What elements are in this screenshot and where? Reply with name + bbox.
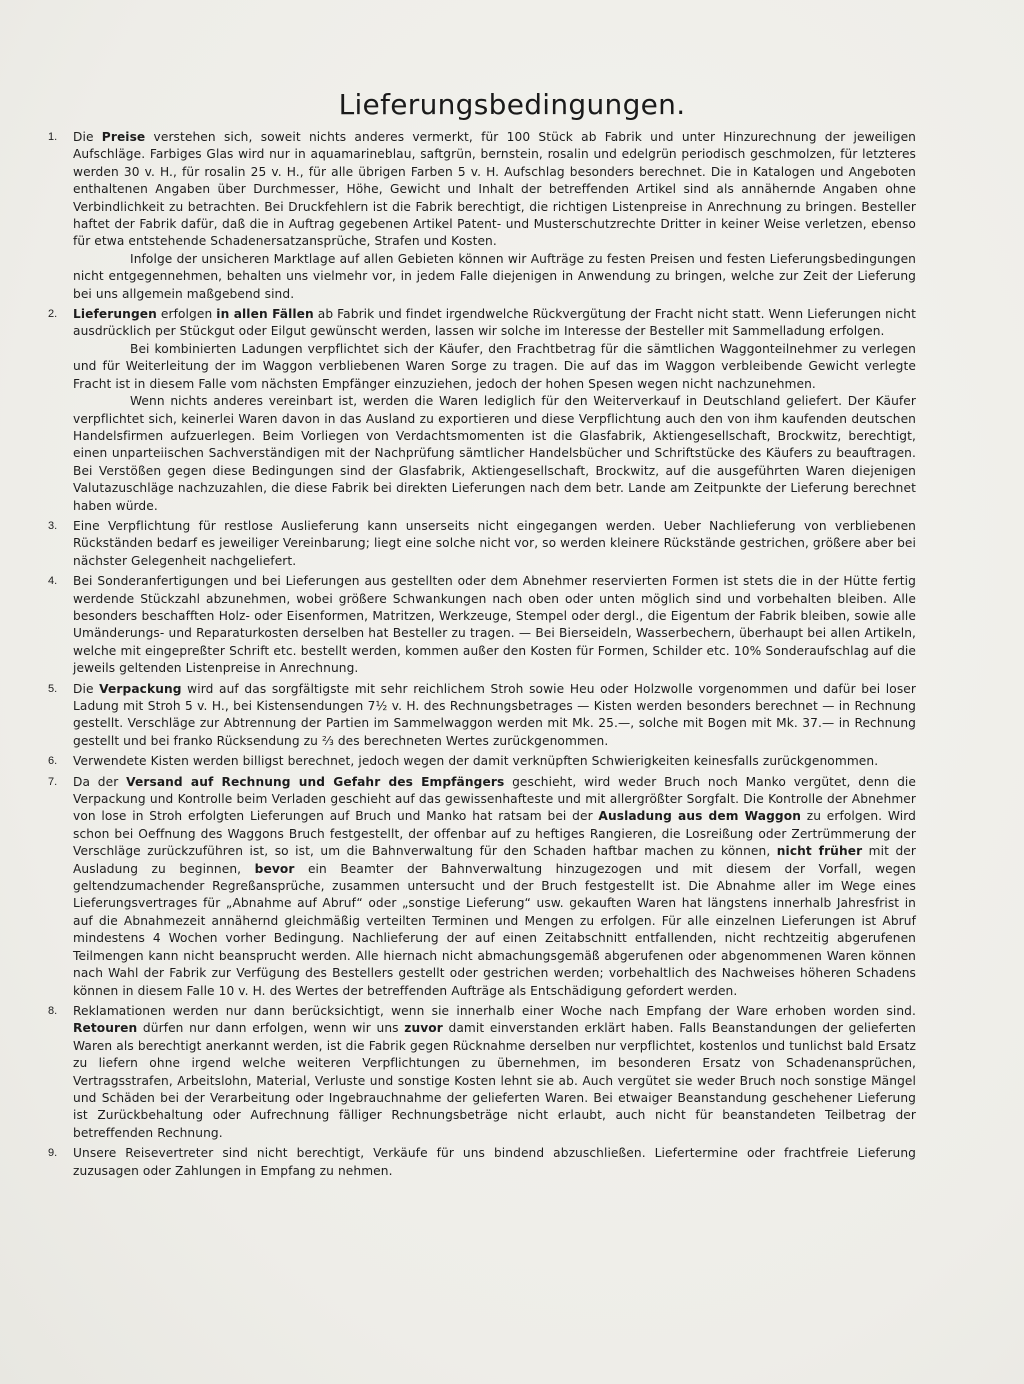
term-2 <box>48 306 916 515</box>
term-number: 5. <box>48 682 58 695</box>
term-3 <box>48 518 916 570</box>
term-3-paragraph-1: Eine Verpflichtung für restlose Auslieferung kann unserseits nicht eingegangen werden. Ueber Nachlieferung von verbliebenen Rückständen bedarf es jeweiliger Vereinbarung; liegt eine solche nicht vor, so werden kleinere Rückstände gestrichen, größere aber bei nächster Gelegenheit nachgeliefert. <box>73 518 916 568</box>
term-number: 7. <box>48 775 58 788</box>
term-4-paragraph-1: Bei Sonderanfertigungen und bei Lieferungen aus gestellten oder dem Abnehmer reservierten Formen ist stets die in der Hütte fertig werdende Stückzahl abzunehmen, wobei größere Schwankungen nach oben oder unten möglich sind und vorbehalten bleiben. Alle besonders beschafften Holz- oder Eisenformen, Matritzen, Werkzeuge, Stempel oder dergl., die Eigentum der Fabrik bleiben, sowie alle Umänderungs- und Reparaturkosten derselben hat Besteller zu tragen. — Bei Bierseideln, Wasserbechern, überhaupt bei allen Artikeln, welche mit eingepreßter Schrift etc. bestellt werden, kommen außer den Kosten für Formen, Schilder etc. 10% Sonderaufschlag auf die jeweils geltenden Listenpreise in Anrechnung. <box>73 574 916 676</box>
keyword-lieferungen: Lieferungen <box>73 307 157 322</box>
keyword-nicht-frueher: nicht früher <box>776 844 863 859</box>
term-9 <box>48 1145 916 1180</box>
keyword-in-allen-faellen: in allen Fällen <box>216 307 314 322</box>
term-6-paragraph-1: Verwendete Kisten werden billigst berechnet, jedoch wegen der damit verknüpften Schwierigkeiten keinesfalls zurückgenommen. <box>73 754 879 769</box>
term-6 <box>48 753 916 770</box>
keyword-zuvor: zuvor <box>404 1021 443 1036</box>
term-5 <box>48 681 916 751</box>
term-7-paragraph-1: Da der Versand auf Rechnung und Gefahr des Empfängers geschieht, wird weder Bruch noch Manko vergütet, denn die Verpackung und Kontrolle beim Verladen geschieht auf das gewissenhafteste und mit allergrößter Sorgfalt. Die Kontrolle der Abnehmer von lose in Stroh erfolgten Lieferungen auf Bruch und Manko hat ratsam bei der Ausladung aus dem Waggon zu erfolgen. Wird schon bei Oeffnung des Waggons Bruch festgestellt, der offenbar auf zu heftiges Rangieren, die Losreißung oder Zertrümmerung der Verschläge zurückzuführen ist, so ist, um die Bahnverwaltung für den Schaden haftbar machen zu können, nicht früher mit der Ausladung zu beginnen, bevor ein Beamter der Bahnverwaltung hinzugezogen und mit diesem der Vorfall, wegen geltendzumachender Regreßansprüche, zusammen untersucht und der Bruch festgestellt ist. Die Abnahme aller im Wege eines Lieferungsvertrages für „Abnahme auf Abruf“ oder „sonstige Lieferung“ usw. gekauften Waren hat längstens innerhalb Jahresfrist in auf die Abnahmezeit annähernd gleichmäßig verteilten Terminen und Mengen zu erfolgen. Für alle einzelnen Lieferungen ist Abruf mindestens 4 Wochen vorher Bedingung. Nachlieferung der auf einen Zeitabschnitt entfallenden, nicht rechtzeitig abgerufenen Teilmengen kann nicht beansprucht werden. Alle hiernach nicht abmachungsgemäß abgerufenen oder abgenommenen Waren können nach Wahl der Fabrik zur Verfügung des Bestellers gestellt oder gestrichen werden; vorbehaltlich des Nachweises höheren Schadens können in diesem Falle 10 v. H. des Wertes der betreffenden Aufträge als Entschädigung gefordert werden. <box>73 774 917 998</box>
terms-list <box>48 129 916 1180</box>
term-2-paragraph-3: Wenn nichts anderes vereinbart ist, werden die Waren lediglich für den Weiterverkauf in Deutschland geliefert. Der Käufer verpflichtet sich, keinerlei Waren davon in das Ausland zu exportieren und diese Verpflichtung auch den von ihm kaufenden deutschen Handelsfirmen aufzuerlegen. Beim Vorliegen von Verdachtsmomenten ist die Glasfabrik, Aktiengesellschaft, Brockwitz, berechtigt, einen unparteiischen Sachverständigen mit der Nachprüfung sämtlicher Handelsbücher und Schriftstücke des Käufers zu beauftragen. Bei Verstößen gegen diese Bedingungen sind der Glasfabrik, Aktiengesellschaft, Brockwitz, auf die ausgeführten Waren diejenigen Valutazuschläge nachzuzahlen, die diese Fabrik bei direkten Lieferungen nach dem betr. Lande am Zeitpunkte der Lieferung berechnet haben würde. <box>73 394 916 513</box>
term-number: 4. <box>48 575 58 588</box>
keyword-ausladung: Ausladung aus dem Waggon <box>598 809 801 824</box>
term-number: 6. <box>48 755 58 768</box>
keyword-versand: Versand auf Rechnung und Gefahr des Empfängers <box>126 774 505 789</box>
term-number: 3. <box>48 519 58 532</box>
term-number: 9. <box>48 1147 58 1160</box>
term-number: 1. <box>48 131 58 143</box>
keyword-preise: Preise <box>101 130 146 144</box>
keyword-verpackung: Verpackung <box>99 681 182 696</box>
term-1-paragraph-1: Die Preise verstehen sich, soweit nichts anderes vermerkt, für 100 Stück ab Fabrik und unter Hinzurechnung der jeweiligen Aufschläge. Farbiges Glas wird nur in aquamarineblau, saftgrün, bernstein, rosalin und edelgrün periodisch geschmolzen, für letzteres werden 30 v. H., für rosalin 25 v. H., für alle übrigen Farben 5 v. H. Aufschlag besonders berechnet. Die in Katalogen und Angeboten enthaltenen Angaben über Durchmesser, Höhe, Gewicht und Inhalt der betreffenden Artikel sind als annähernde Angaben ohne Verbindlichkeit zu betrachten. Bei Druckfehlern ist die Fabrik berechtigt, die richtigen Listenpreise in Anrechnung zu bringen. Besteller haftet der Fabrik dafür, daß die in Auftrag gegebenen Artikel Patent- und Musterschutzrechte Dritter in keiner Weise verletzen, ebenso für etwa entstehende Schadenersatzansprüche, Strafen und Kosten. <box>73 130 916 249</box>
keyword-bevor: bevor <box>254 861 295 876</box>
page-title: Lieferungsbedingungen. <box>338 88 686 121</box>
term-1 <box>48 129 916 303</box>
term-4 <box>48 573 916 677</box>
term-9-paragraph-1: Unsere Reisevertreter sind nicht berechtigt, Verkäufe für uns bindend abzuschließen. Liefertermine oder frachtfreie Lieferung zuzusagen oder Zahlungen in Empfang zu nehmen. <box>73 1146 916 1178</box>
term-number: 8. <box>48 1004 58 1017</box>
term-8 <box>48 1003 916 1142</box>
term-number: 2. <box>48 308 58 321</box>
term-1-paragraph-2: Infolge der unsicheren Marktlage auf allen Gebieten können wir Aufträge zu festen Preisen und festen Lieferungsbedingungen nicht entgegennehmen, behalten uns vielmehr vor, in jedem Falle diejenigen in Anwendung zu bringen, welche zur Zeit der Lieferung bei uns allgemein maßgebend sind. <box>73 251 916 301</box>
term-2-paragraph-2: Bei kombinierten Ladungen verpflichtet sich der Käufer, den Frachtbetrag für die sämtlichen Waggonteilnehmer zu verlegen und für Weiterleitung der im Waggon verbliebenen Waren Sorge zu tragen. Die auf das im Waggon verbleibende Gewicht verlegte Fracht ist in diesem Falle vom nächsten Empfänger einzuziehen, jedoch der hohen Spesen wegen nicht nachzunehmen. <box>73 341 916 391</box>
term-2-paragraph-1: Lieferungen erfolgen in allen Fällen ab Fabrik und findet irgendwelche Rückvergütung der Fracht nicht statt. Wenn Lieferungen nicht ausdrücklich per Stückgut oder Eilgut gewünscht werden, lassen wir solche im Interesse der Besteller mit Sammelladung erfolgen. <box>73 307 916 339</box>
term-7 <box>48 774 916 1000</box>
keyword-retouren: Retouren <box>73 1021 138 1036</box>
term-5-paragraph-1: Die Verpackung wird auf das sorgfältigste mit sehr reichlichem Stroh sowie Heu oder Holzwolle vorgenommen und dafür bei loser Ladung mit Stroh 5 v. H., bei Kistensendungen 7½ v. H. des Rechnungsbetrages — Kisten werden besonders berechnet — in Rechnung gestellt. Verschläge zur Abtrennung der Partien im Sammelwaggon werden mit Mk. 25.—, solche mit Bogen mit Mk. 37.— in Rechnung gestellt und bei franko Rücksendung zu ⅔ des berechneten Wertes zurückgenommen. <box>73 681 917 748</box>
term-8-paragraph-1: Reklamationen werden nur dann berücksichtigt, wenn sie innerhalb einer Woche nach Empfang der Ware erhoben worden sind. Retouren dürfen nur dann erfolgen, wenn wir uns zuvor damit einverstanden erklärt haben. Falls Beanstandungen der gelieferten Waren als berechtigt anerkannt werden, ist die Fabrik gegen Rücknahme derselben nur verpflichtet, kostenlos und tunlichst bald Ersatz zu liefern ohne irgend welche weiteren Verpflichtungen zu übernehmen, im besonderen Ersatz von Schadenansprüchen, Vertragsstrafen, Arbeitslohn, Material, Verluste und sonstige Kosten lehnt sie ab. Auch vergütet sie weder Bruch noch sonstige Mängel und Schäden bei der Verarbeitung oder Ingebrauchnahme der gelieferten Waren. Bei etwaiger Beanstandung geschehener Lieferung ist Zurückbehaltung oder Aufrechnung fälliger Rechnungsbeträge nicht erlaubt, auch nicht für beanstandeten Teilbetrag der betreffenden Rechnung. <box>73 1003 916 1140</box>
